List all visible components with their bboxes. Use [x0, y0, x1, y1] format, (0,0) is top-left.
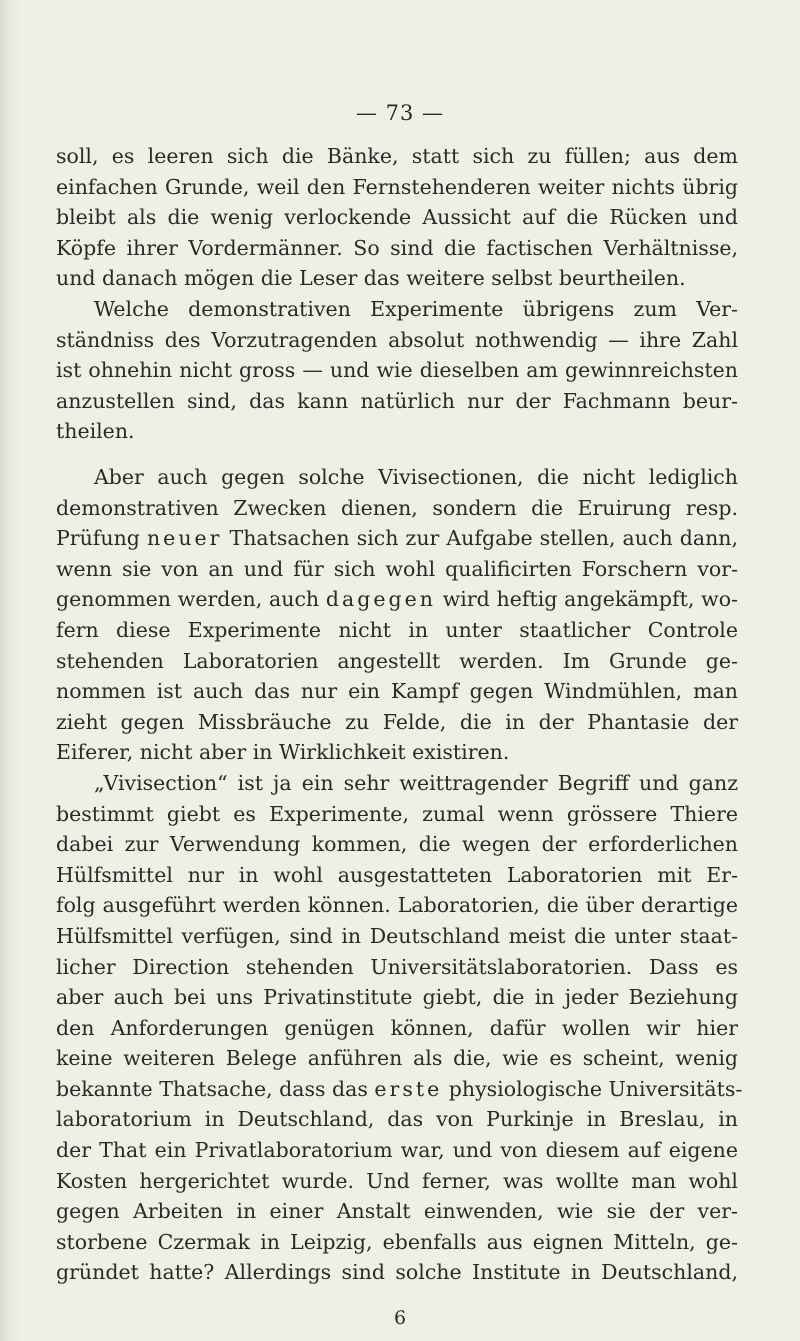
text-line: gegen Arbeiten in einer Anstalt einwenden, wie sie der ver-	[56, 1199, 738, 1224]
text-line: fern diese Experimente nicht in unter staatlicher Controle	[56, 617, 738, 642]
text-block-top	[56, 141, 738, 447]
text-line: aber auch bei uns Privatinstitute giebt, die in jeder Beziehung	[56, 985, 738, 1010]
text-line: und danach mögen die Leser das weitere selbst beurtheilen.	[56, 266, 686, 291]
text-segment: Thatsachen sich zur Aufgabe stellen, auch dann,	[222, 526, 738, 551]
text-line: einfachen Grunde, weil den Fernstehenderen weiter nichts übrig	[56, 174, 738, 199]
text-segment: physiologische Universitäts-	[442, 1076, 743, 1101]
text-block-bottom	[56, 462, 743, 1288]
text-line: licher Direction stehenden Universitätslaboratorien. Dass es	[56, 954, 738, 979]
text-line: folg ausgeführt werden können. Laboratorien, die über derartige	[56, 893, 738, 918]
text-line: wenn sie von an und für sich wohl qualificirten Forschern vor-	[56, 556, 738, 581]
text-segment: wird heftig angekämpft, wo-	[435, 587, 738, 612]
emphasized-word: neuer	[146, 526, 223, 551]
text-line: Eiferer, nicht aber in Wirklichkeit existiren.	[56, 740, 510, 765]
text-line	[56, 523, 738, 554]
text-line: „Vivisection“ ist ja ein sehr weittragender Begriff und ganz	[94, 770, 738, 795]
signature-mark: 6	[393, 1307, 407, 1329]
text-line	[56, 584, 738, 615]
text-line: bestimmt giebt es Experimente, zumal wenn grössere Thiere	[56, 801, 738, 826]
text-line: laboratorium in Deutschland, das von Purkinje in Breslau, in	[56, 1107, 738, 1132]
text-line: ständniss des Vorzutragenden absolut nothwendig — ihre Zahl	[56, 327, 738, 352]
text-line: demonstrativen Zwecken dienen, sondern die Eruirung resp.	[56, 495, 738, 520]
text-line: anzustellen sind, das kann natürlich nur der Fachmann beur-	[56, 388, 738, 413]
text-line: dabei zur Verwendung kommen, die wegen der erforderlichen	[56, 832, 738, 857]
text-segment: Prüfung	[56, 526, 147, 551]
page-number: — 73 —	[355, 101, 445, 125]
text-line: Hülfsmittel verfügen, sind in Deutschland meist die unter staat-	[56, 923, 738, 948]
emphasized-word: dagegen	[325, 587, 436, 612]
text-line: storbene Czermak in Leipzig, ebenfalls aus eignen Mitteln, ge-	[56, 1229, 738, 1254]
text-line: Köpfe ihrer Vordermänner. So sind die factischen Verhältnisse,	[56, 235, 738, 260]
text-line: keine weiteren Belege anführen als die, wie es scheint, wenig	[56, 1046, 738, 1071]
text-line: der That ein Privatlaboratorium war, und von diesem auf eigene	[56, 1138, 738, 1163]
text-segment: bekannte Thatsache, dass das	[56, 1076, 375, 1101]
text-line: ist ohnehin nicht gross — und wie dieselben am gewinnreichsten	[56, 358, 738, 383]
text-line	[56, 1074, 743, 1105]
text-line: nommen ist auch das nur ein Kampf gegen Windmühlen, man	[56, 679, 738, 704]
text-line: soll, es leeren sich die Bänke, statt sich zu füllen; aus dem	[56, 144, 738, 168]
text-line: stehenden Laboratorien angestellt werden. Im Grunde ge-	[56, 648, 738, 673]
text-segment: genommen werden, auch	[56, 587, 326, 612]
text-line: Hülfsmittel nur in wohl ausgestatteten Laboratorien mit Er-	[56, 862, 738, 887]
text-line: bleibt als die wenig verlockende Aussicht auf die Rücken und	[56, 205, 738, 230]
text-line: Kosten hergerichtet wurde. Und ferner, was wollte man wohl	[56, 1168, 738, 1193]
text-line: zieht gegen Missbräuche zu Felde, die in der Phantasie der	[56, 709, 738, 734]
text-line: Welche demonstrativen Experimente übrigens zum Ver-	[94, 296, 738, 321]
text-line: theilen.	[56, 419, 135, 444]
text-line: gründet hatte? Allerdings sind solche Institute in Deutschland,	[56, 1260, 738, 1285]
text-line: Aber auch gegen solche Vivisectionen, die nicht lediglich	[94, 465, 738, 489]
emphasized-word: erste	[374, 1076, 443, 1101]
text-line: den Anforderungen genügen können, dafür wollen wir hier	[56, 1015, 738, 1040]
